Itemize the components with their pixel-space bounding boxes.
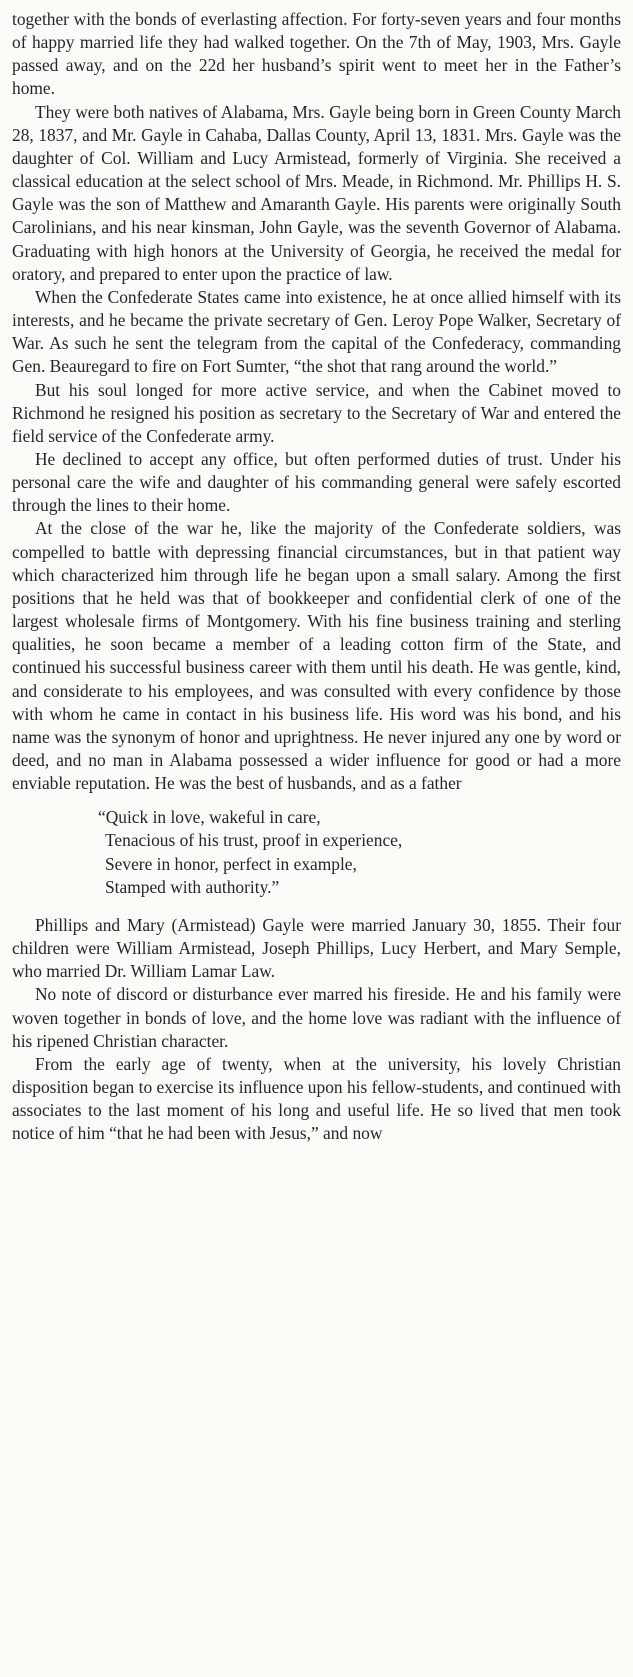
paragraph-christian-disposition: From the early age of twenty, when at the university, his lovely Christian disposition began to exercise its influence upon his fellow-students, and continued with associates to the last moment of his long and useful life. He so lived that men took notice of him “that he had been with Jesus,” and now — [12, 1053, 621, 1144]
paragraph-continued: together with the bonds of everlasting affection. For forty-seven years and four months of happy married life they had walked together. On the 7th of May, 1903, Mrs. Gayle passed away, and on the 22d her husband’s spirit went to meet her in the Father’s home. — [12, 9, 621, 99]
paragraph-fireside: No note of discord or disturbance ever marred his fireside. He and his family were woven together in bonds of love, and the home love was radiant with the influence of his ripened Christian character. — [12, 984, 621, 1051]
paragraph-close-of-war: At the close of the war he, like the majority of the Confederate soldiers, was compelled to battle with depressing financial circumstances, but in that patient way which characterized him through life he began upon a small salary. Among the first positions that he held was that of bookkeeper and confidential clerk of one of the largest wholesale firms of Montgomery. With his fine business training and sterling qualities, he soon became a member of a leading cotton firm of the State, and continued his successful business career with them until his death. He was gentle, kind, and considerate to his employees, and was consulted with every confidence by those with whom he came in contact in his business life. His word was his bond, and his name was the synonym of honor and uprightness. He never injured any one by word or deed, and no man in Alabama possessed a wider influence for good or had a more enviable reputation. He was the best of husbands, and as a father — [12, 518, 621, 794]
paragraph-natives: They were both natives of Alabama, Mrs. Gayle being born in Green County March 28, 1837, and Mr. Gayle in Cahaba, Dallas County, April 13, 1831. Mrs. Gayle was the daughter of Col. William and Lucy Armistead, formerly of Virginia. She received a classical education at the select school of Mrs. Meade, in Richmond. Mr. Phillips H. S. Gayle was the son of Matthew and Amaranth Gayle. His parents were originally South Carolinians, and his near kinsman, John Gayle, was the seventh Governor of Alabama. Graduating with high honors at the University of Georgia, he received the medal for oratory, and prepared to enter upon the practice of law. — [12, 101, 621, 284]
paragraph-active-service: But his soul longed for more active service, and when the Cabinet moved to Richmond he resigned his position as secretary to the Secretary of War and entered the field service of the Confederate army. — [12, 379, 621, 446]
poem-line: Tenacious of his trust, proof in experience, — [105, 830, 403, 851]
poem-line: Stamped with authority.” — [105, 876, 280, 897]
paragraph-declined-office: He declined to accept any office, but often performed duties of trust. Under his personal care the wife and daughter of his commanding general were safely escorted through the lines to their home. — [12, 448, 621, 516]
poem-line: “Quick in love, wakeful in care, — [98, 807, 321, 828]
poem-line: Severe in honor, perfect in example, — [105, 853, 357, 874]
paragraph-marriage: Phillips and Mary (Armistead) Gayle were married January 30, 1855. Their four children were William Armistead, Joseph Phillips, Lucy Herbert, and Mary Semple, who married Dr. William Lamar Law. — [12, 914, 621, 982]
poem-quote — [98, 806, 621, 899]
paragraph-confederate-states: When the Confederate States came into existence, he at once allied himself with its interests, and he became the private secretary of Gen. Leroy Pope Walker, Secretary of War. As such he sent the telegram from the capital of the Confederacy, commanding Gen. Beauregard to fire on Fort Sumter, “the shot that rang around the world.” — [12, 286, 621, 377]
